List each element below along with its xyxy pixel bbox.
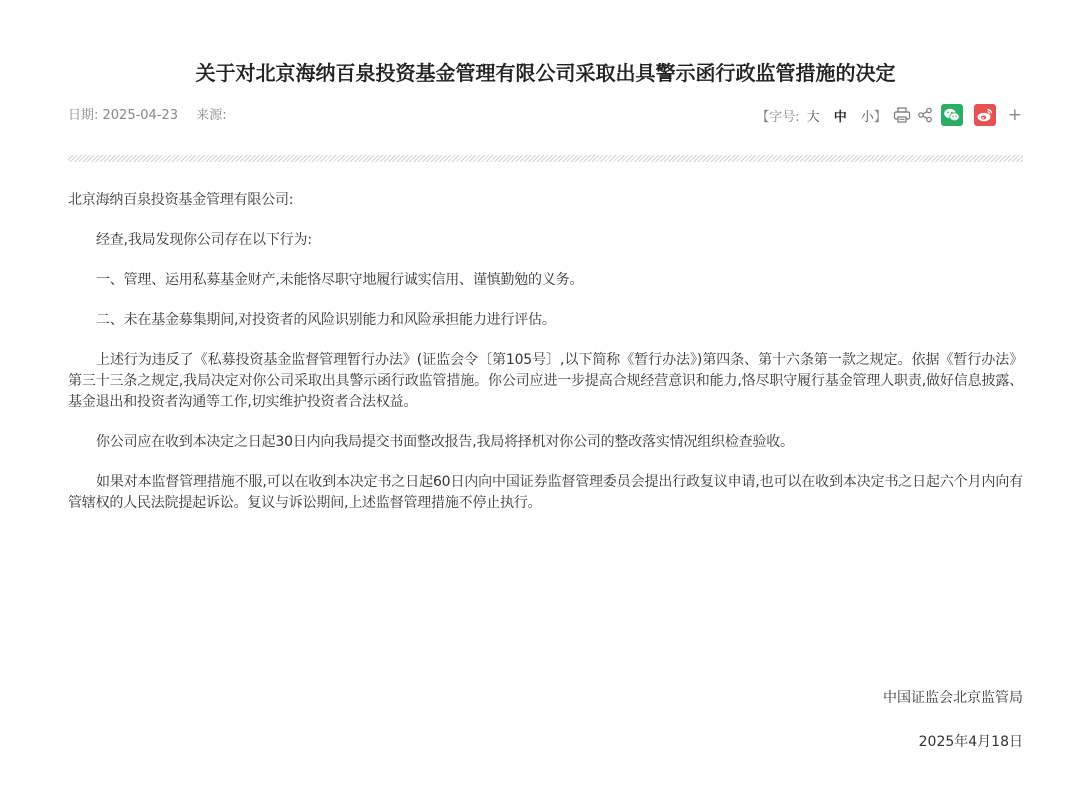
font-size-bracket: 】 (873, 109, 887, 125)
article-meta (68, 106, 241, 126)
font-size-large-button[interactable]: 大 (806, 109, 820, 125)
paragraph: 二、未在基金募集期间,对投资者的风险识别能力和风险承担能力进行评估。 (96, 312, 556, 328)
paragraph: 如果对本监督管理措施不服,可以在收到本决定书之日起60日内向中国证券监督管理委员会提出行政复议申请,也可以在收到本决定书之日起六个月内向有管辖权的人民法院提起诉讼。复议与诉讼期间,上述监督管理措施不停止执行。 (68, 474, 1023, 511)
paragraph: 一、管理、运用私募基金财产,未能恪尽职守地履行诚实信用、谨慎勤勉的义务。 (96, 272, 584, 288)
paragraph: 你公司应在收到本决定之日起30日内向我局提交书面整改报告,我局将择机对你公司的整改落实情况组织检查验收。 (96, 434, 794, 450)
weibo-icon[interactable] (974, 104, 996, 126)
signature-authority: 中国证监会北京监管局 (883, 690, 1023, 706)
more-share-button[interactable]: + (1007, 105, 1022, 125)
divider (68, 155, 1023, 162)
publish-date: 日期: 2025-04-23 (68, 108, 179, 123)
addressee: 北京海纳百泉投资基金管理有限公司: (68, 192, 294, 208)
article-body (68, 190, 1023, 533)
share-icon[interactable] (917, 107, 933, 123)
paragraph: 经查,我局发现你公司存在以下行为: (96, 232, 312, 248)
signature-date: 2025年4月18日 (918, 734, 1023, 750)
font-size-label: 【字号: (756, 109, 800, 125)
font-size-small-button[interactable]: 小 (860, 109, 874, 125)
paragraph: 上述行为违反了《私募投资基金监督管理暂行办法》(证监会令〔第105号〕,以下简称《暂行办法》)第四条、第十六条第一款之规定。依据《暂行办法》第三十三条之规定,我局决定对你公司采取出具警示函行政监管措施。你公司应进一步提高合规经营意识和能力,恪尽职守履行基金管理人职责,做好信息披露、基金退出和投资者沟通等工作,切实维护投资者合法权益。 (68, 352, 1023, 410)
article-toolbar (756, 103, 1022, 127)
page-title: 关于对北京海纳百泉投资基金管理有限公司采取出具警示函行政监管措施的决定 (195, 61, 896, 86)
font-size-medium-button[interactable]: 中 (833, 109, 847, 125)
source-label: 来源: (196, 108, 227, 123)
print-icon[interactable] (893, 107, 911, 123)
wechat-icon[interactable] (941, 104, 963, 126)
